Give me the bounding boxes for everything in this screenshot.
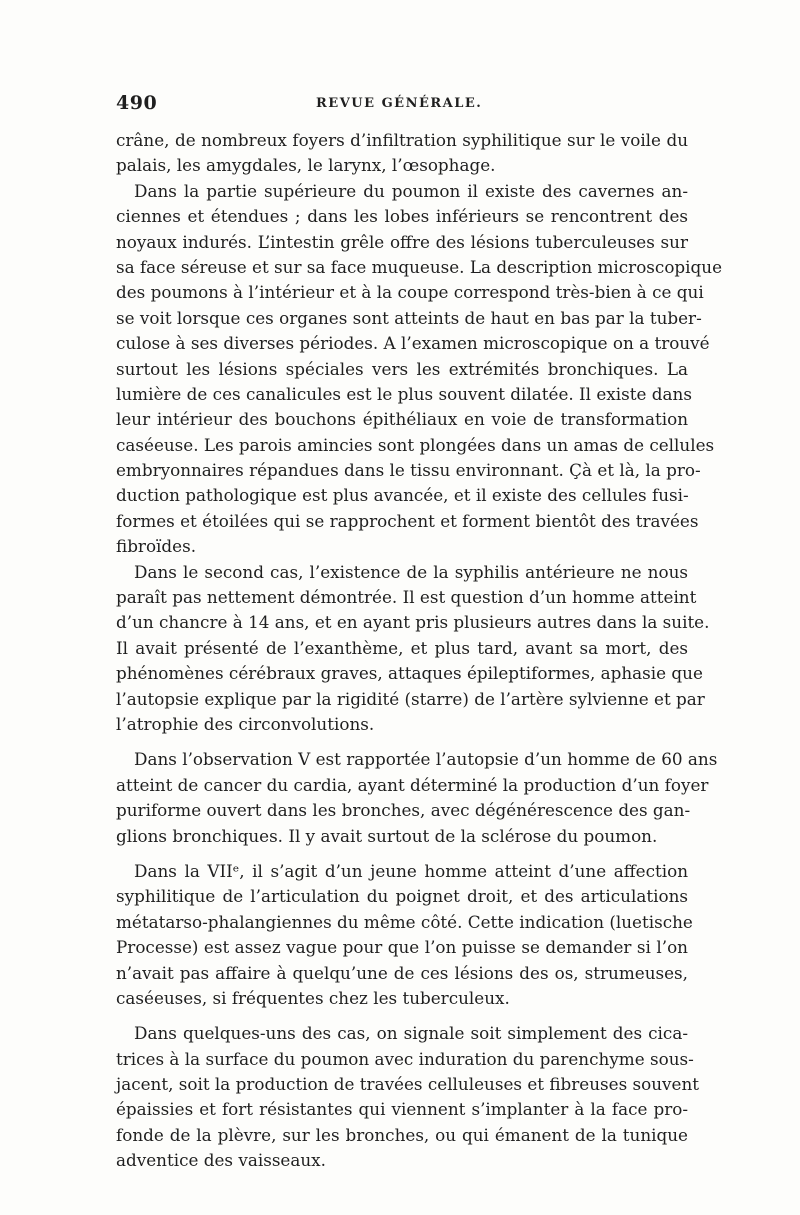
text-line: culose à ses diverses périodes. A l’examen microscopique on a trouvé: [116, 333, 710, 354]
paragraph-gap: [116, 737, 688, 747]
text-line: épaissies et fort résistantes qui viennent s’implanter à la face pro-: [116, 1099, 688, 1120]
text-line: sa face séreuse et sur sa face muqueuse. La description microscopique: [116, 256, 723, 277]
paragraph: [116, 859, 693, 1011]
text-line: Processe) est assez vague pour que l’on puisse se demander si l’on: [116, 937, 688, 958]
paragraph-gap: [116, 1011, 688, 1021]
paragraph: [116, 179, 723, 560]
journal-title: REVUE GÉNÉRALE.: [316, 96, 483, 111]
body-text: [116, 128, 723, 1174]
text-line: Dans la partie supérieure du poumon il existe des cavernes an-: [134, 180, 688, 201]
text-line: crâne, de nombreux foyers d’infiltration syphilitique sur le voile du: [116, 130, 688, 150]
text-line: puriforme ouvert dans les bronches, avec dégénérescence des gan-: [116, 800, 691, 821]
text-line: trices à la surface du poumon avec induration du parenchyme sous-: [116, 1048, 694, 1069]
running-head: [116, 92, 686, 122]
text-line: se voit lorsque ces organes sont atteints de haut en bas par la tuber-: [116, 307, 702, 328]
text-line: phénomènes cérébraux graves, attaques épileptiformes, aphasie que: [116, 663, 703, 684]
text-line: l’atrophie des circonvolutions.: [116, 713, 375, 734]
text-line: palais, les amygdales, le larynx, l’œsophage.: [116, 155, 496, 176]
text-line: fonde de la plèvre, sur les bronches, ou qui émanent de la tunique: [116, 1124, 688, 1145]
text-line: caséeuse. Les parois amincies sont plongées dans un amas de cellules: [116, 434, 715, 455]
text-line: syphilitique de l’articulation du poignet droit, et des articulations: [116, 886, 688, 907]
text-line: adventice des vaisseaux.: [116, 1150, 326, 1171]
text-line: l’autopsie explique par la rigidité (starre) de l’artère sylvienne et par: [116, 688, 705, 709]
text-line: glions bronchiques. Il y avait surtout de la sclérose du poumon.: [116, 825, 658, 846]
text-line: embryonnaires répandues dans le tissu environnant. Çà et là, la pro-: [116, 460, 701, 481]
text-line: Dans l’observation V est rapportée l’autopsie d’un homme de 60 ans: [134, 749, 718, 770]
text-line: formes et étoilées qui se rapprochent et forment bientôt des travées: [116, 510, 699, 531]
text-line: noyaux indurés. L’intestin grêle offre des lésions tuberculeuses sur: [116, 231, 688, 252]
text-line: caséeuses, si fréquentes chez les tuberculeux.: [116, 987, 510, 1008]
text-line: des poumons à l’intérieur et à la coupe correspond très-bien à ce qui: [116, 282, 704, 303]
text-line: atteint de cancer du cardia, ayant déterminé la production d’un foyer: [116, 774, 709, 795]
text-line: jacent, soit la production de travées celluleuses et fibreuses souvent: [116, 1074, 700, 1095]
paragraph: [116, 128, 688, 179]
page-number: 490: [116, 92, 158, 114]
text-line: Il avait présenté de l’exanthème, et plus tard, avant sa mort, des: [116, 637, 688, 658]
text-line: paraît pas nettement démontrée. Il est question d’un homme atteint: [116, 587, 697, 608]
text-line: d’un chancre à 14 ans, et en ayant pris plusieurs autres dans la suite.: [116, 612, 710, 633]
paragraph: [116, 560, 710, 738]
paragraph: [116, 1021, 700, 1173]
text-line: fibroïdes.: [116, 536, 197, 557]
text-line: Dans le second cas, l’existence de la syphilis antérieure ne nous: [134, 561, 688, 582]
text-line: ciennes et étendues ; dans les lobes inférieurs se rencontrent des: [116, 206, 688, 227]
paragraph: [116, 747, 718, 849]
text-line: n’avait pas affaire à quelqu’une de ces lésions des os, strumeuses,: [116, 962, 688, 983]
text-line: Dans la VIIᵉ, il s’agit d’un jeune homme atteint d’une affection: [134, 860, 688, 881]
text-line: leur intérieur des bouchons épithéliaux en voie de transformation: [116, 409, 688, 430]
text-line: surtout les lésions spéciales vers les extrémités bronchiques. La: [116, 358, 688, 379]
paragraph-gap: [116, 849, 688, 859]
text-line: métatarso-phalangiennes du même côté. Cette indication (luetische: [116, 911, 693, 932]
text-line: lumière de ces canalicules est le plus souvent dilatée. Il existe dans: [116, 383, 692, 404]
text-line: Dans quelques-uns des cas, on signale soit simplement des cica-: [134, 1023, 688, 1044]
text-line: duction pathologique est plus avancée, et il existe des cellules fusi-: [116, 485, 689, 506]
